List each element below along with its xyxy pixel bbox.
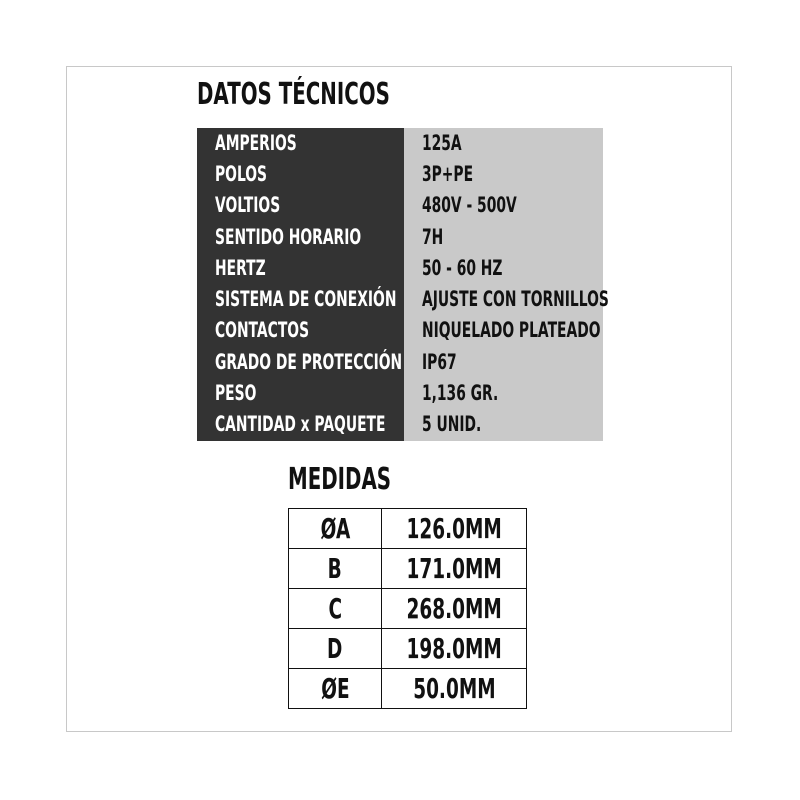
spec-row xyxy=(197,253,603,284)
table-row xyxy=(289,589,527,629)
spec-row xyxy=(197,159,603,190)
dimension-value: 126.0MM xyxy=(382,509,527,549)
dimension-key: C xyxy=(289,589,382,629)
medidas-title xyxy=(288,462,444,498)
spec-value: 1,136 GR. xyxy=(422,381,499,405)
table-row xyxy=(289,509,527,549)
spec-row xyxy=(197,409,603,440)
spec-label: PESO xyxy=(215,381,257,405)
spec-label: SISTEMA DE CONEXIÓN xyxy=(215,287,397,311)
dimension-key: ØA xyxy=(289,509,382,549)
spec-value: 480V - 500V xyxy=(422,193,517,217)
spec-label: AMPERIOS xyxy=(215,131,297,155)
spec-row xyxy=(197,347,603,378)
dimension-value: 198.0MM xyxy=(382,629,527,669)
spec-value: 5 UNID. xyxy=(422,412,482,436)
spec-label: POLOS xyxy=(215,162,268,186)
spec-value: 125A xyxy=(422,131,462,155)
spec-value: NIQUELADO PLATEADO xyxy=(422,318,601,342)
dimension-value: 171.0MM xyxy=(382,549,527,589)
dimension-key: ØE xyxy=(289,669,382,709)
spec-label: SENTIDO HORARIO xyxy=(215,225,362,249)
spec-value: 3P+PE xyxy=(422,162,474,186)
spec-row xyxy=(197,190,603,221)
spec-label: VOLTIOS xyxy=(215,193,281,217)
spec-label: CANTIDAD x PAQUETE xyxy=(215,412,386,436)
table-row xyxy=(289,549,527,589)
spec-value: AJUSTE CON TORNILLOS xyxy=(422,287,609,311)
spec-value: IP67 xyxy=(422,350,457,374)
spec-row xyxy=(197,222,603,253)
medidas-table xyxy=(288,508,527,709)
spec-row xyxy=(197,378,603,409)
table-row xyxy=(289,669,527,709)
spec-value: 7H xyxy=(422,225,444,249)
medidas-title-text: MEDIDAS xyxy=(288,462,392,497)
spec-row xyxy=(197,284,609,315)
spec-label: HERTZ xyxy=(215,256,266,280)
spec-label: CONTACTOS xyxy=(215,318,310,342)
dimension-key: D xyxy=(289,629,382,669)
dimension-value: 268.0MM xyxy=(382,589,527,629)
datos-tecnicos-title-text: DATOS TÉCNICOS xyxy=(197,77,390,112)
spec-row xyxy=(197,128,603,159)
dimension-key: B xyxy=(289,549,382,589)
specs-table xyxy=(197,128,609,441)
spec-row xyxy=(197,315,603,346)
table-row xyxy=(289,629,527,669)
dimension-value: 50.0MM xyxy=(382,669,527,709)
spec-value: 50 - 60 HZ xyxy=(422,256,503,280)
spec-label: GRADO DE PROTECCIÓN xyxy=(215,350,403,374)
datos-tecnicos-title xyxy=(197,77,489,113)
